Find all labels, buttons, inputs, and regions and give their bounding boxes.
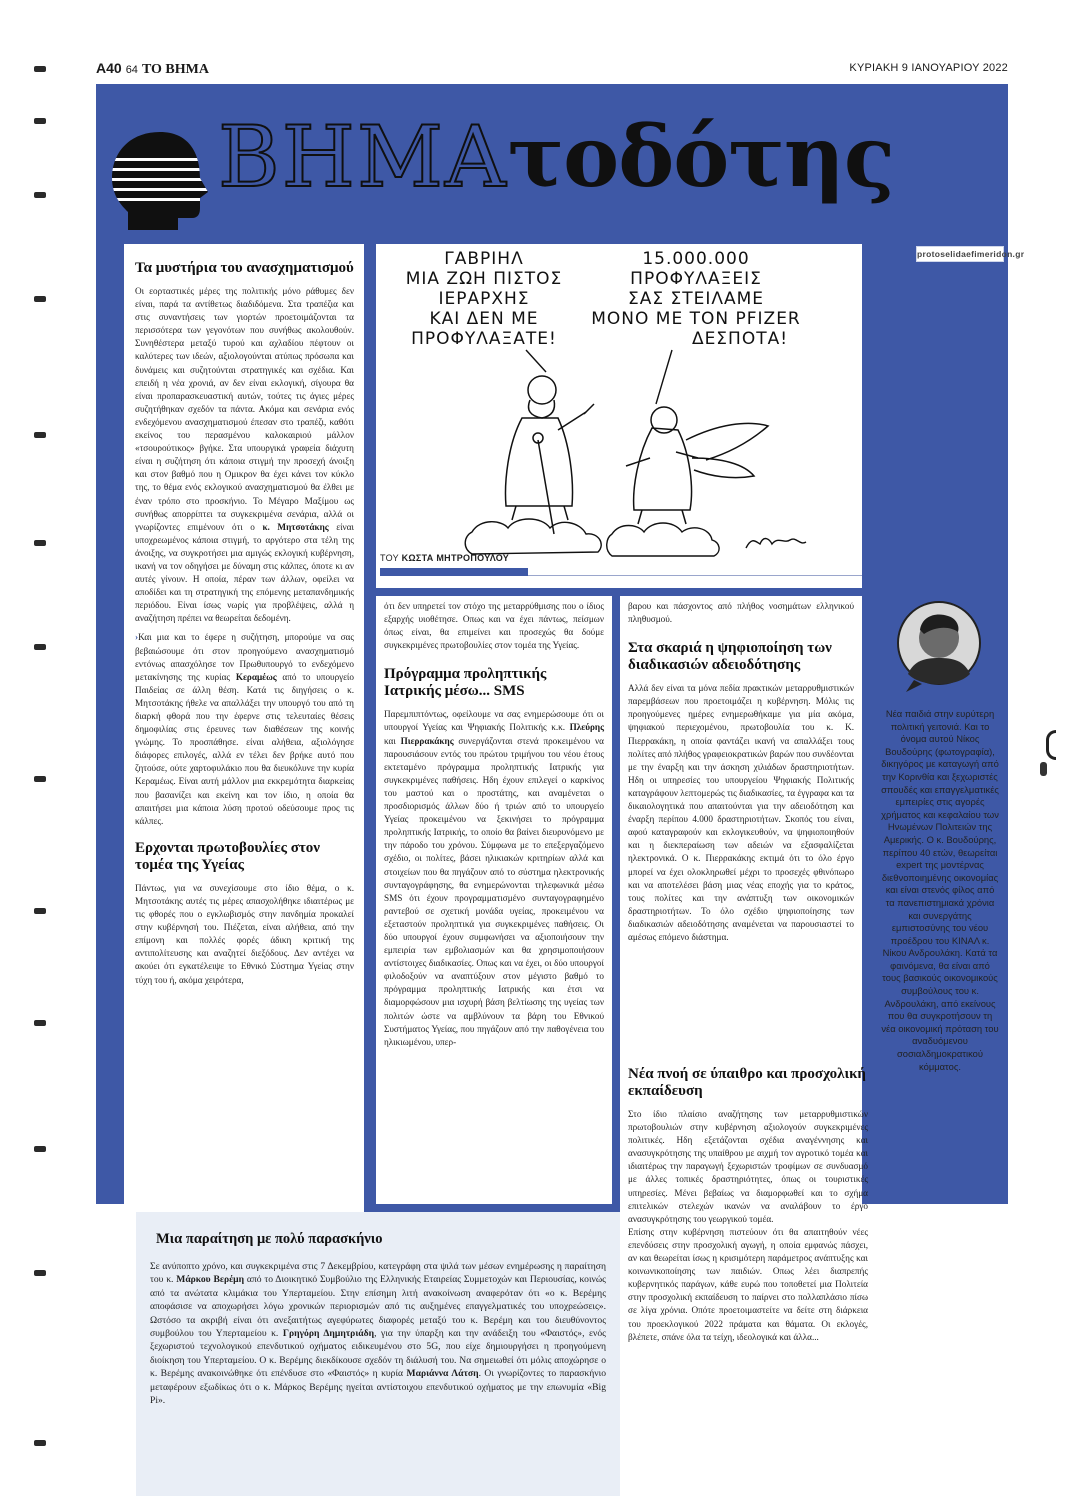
- article-text: και: [384, 735, 396, 746]
- bubble-right-line: ΣΑΣ ΣΤΕΙΛΑΜΕ: [627, 289, 765, 309]
- credit-prefix: ΤΟΥ: [380, 553, 399, 563]
- head-silhouette-icon: [104, 128, 214, 232]
- article-text: Οι εορταστικές μέρες της πολιτικής μόνο ράθυμες δεν είναι, παρά τα αντίθετως διαδιδόμενα. Στα τραπέζια και στις συναντήσεις των γιορτών προετοιμάζονται τα περισσότερα των γεγονότων που συνήθως ακολουθούν. Συνηθέστερα μεταξύ τυρού και αχλαδίου πέφτουν οι καλύτερες των ιδεών, αξιολογούνται ατύπως πρόσωπα και δυνάμεις και συζητούνται στρατηγικές και σχέδια. Και επειδή η νέα χρονιά, αν δεν είναι εκλογική, σίγουρα θα είναι προπαρασκευαστική αυτών, τούτες τις άγιες μέρες συζητήθηκαν σχεδόν τα πάντα. Ακόμα και σενάρια ενός ενδεχόμενου ανασχηματισμού έπεσαν στο τραπέζι, καθότι εκείνος του περασμένου καλοκαιριού μάλλον «τσουρούτικος» βγήκε. Στα υπουργικά γραφεία διάχυτη είναι η συζήτηση ότι κάποια στιγμή την προσεχή άνοιξη και στον βαθμό που η Ομικρον θα έχει κάνει τον κύκλο της, το θέμα ενός εκλογικού ανασχηματισμού θα έλθει με έναν τρόπο στο προσκήνιο. Το Μέγαρο Μαξίμου ως συνήθως απορρίπτει τα συγκεκριμένα σενάρια, αλλά οι γνωρίζοντες επιμένουν ότι ο: [135, 286, 354, 532]
- scan-mark: [34, 1440, 46, 1446]
- scan-mark: [34, 118, 46, 124]
- masthead: [96, 60, 1008, 78]
- box-body: [150, 1260, 606, 1407]
- article-body-digital: Αλλά δεν είναι τα μόνα πεδία πρακτικών μεταρρυθμιστικών παρεμβάσεων που προετοιμάζει η κυβέρνηση. Μόλις τις προηγούμενες ημέρες ενημερωθήκαμε για μία ακόμα, ψηφιακού περιεχομένου, πρωτοβουλία του κ. Κ. Πιερρακάκη, η οποία φαντάζει ικανή να απαλλάξει τους πολίτες από πλήθος γραφειοκρατικών βαρών που συνδέονται με την έναρξη και την άσκηση χιλιάδων δραστηριοτήτων. Ηδη οι υπηρεσίες του υπουργείου Ψηφιακής Πολιτικής καταγράφουν λεπτομερώς τις διαδικασίες, τα έγγραφα και τα δικαιολογητικά που απαιτούνται για την αδειοδότηση και έναρξη περίπου 4.000 δραστηριοτήτων. Σκοπός του είναι, αφού καταγραφούν και εκλογικευθούν, να ψηφιοποιηθούν και η διεκπεραίωση των αδειών να εξασφαλίζεται ηλεκτρονικά. Ο κ. Πιερρακάκης εκτιμά ότι το όλο έργο μπορεί να έχει ολοκληρωθεί μέχρι το προσεχές φθινόπωρο και να αποτελέσει βάση μιας νέας εποχής για το κράτος, τους πολίτες και την ανάπτυξη των οικονομικών δραστηριοτήτων. Το όλο σχέδιο ψηφιοποίησης των διαδικασιών αδειοδότησης αναμένεται να παρουσιαστεί το αμέσως επόμενο διάστημα.: [628, 683, 854, 942]
- article-body-reshuffle: [135, 285, 354, 828]
- scan-mark: [34, 540, 46, 546]
- issue-date: ΚΥΡΙΑΚΗ 9 ΙΑΝΟΥΑΡΙΟΥ 2022: [849, 62, 1008, 74]
- paragraph-arrow-icon: ›: [135, 632, 139, 643]
- bubble-right-line: ΔΕΣΠΟΤΑ!: [691, 329, 789, 349]
- paper-name: ΤΟ ΒΗΜΑ: [141, 62, 209, 77]
- next-page-edge: [1046, 730, 1056, 760]
- cartoon-credit: [380, 553, 528, 569]
- article-text: Σε ανύποπτο χρόνο, και συγκεκριμένα στις 7 Δεκεμβρίου, κατεγράφη στα ψιλά των μέσων ενημέρωσης η παραίτηση του κ.: [150, 1261, 606, 1286]
- article-title-reshuffle: Τα μυστήρια του ανασχηματισμού: [135, 260, 354, 276]
- scan-mark: [34, 1270, 46, 1276]
- page-number: 64: [125, 64, 138, 76]
- scan-mark: [34, 432, 46, 438]
- highlight-box: [136, 1212, 620, 1496]
- bubble-left-line: ΙΕΡΑΡΧΗΣ: [438, 289, 530, 309]
- scan-mark: [34, 66, 46, 72]
- credit-rule: [528, 575, 862, 576]
- bold-name: Κεραμέως: [235, 671, 277, 682]
- article-text: είναι υποχρεωμένος κάποια στιγμή, το αργότερο στα τέλη της άνοιξης, να συγκροτήσει μια αμιγώς εκλογική κυβέρνηση, ικανή να τον οδηγήσει με δύναμη στις κάλπες, όποτε κι αν αυτές γίνουν. Η οποία, πέραν των άλλων, οφείλει να αποδίδει και τη στρατηγική της επόμενης μεταπανδημικής περιόδου. Είναι ίσως νωρίς για προβλέψεις, αλλά η αναζήτηση πρέπει να θεωρείται δεδομένη.: [135, 521, 354, 624]
- article-body-prevention: [384, 708, 604, 1048]
- column-left: [124, 244, 364, 1217]
- article-title-education: Νέα πνοή σε ύπαιθρο και προσχολική εκπαίδευση: [628, 1066, 866, 1099]
- source-watermark: protoselidaefimeridon.gr: [916, 246, 1004, 262]
- portrait-photo: [896, 600, 982, 694]
- bubble-left-line: ΚΑΙ ΔΕΝ ΜΕ: [429, 309, 539, 329]
- scan-mark: [34, 644, 46, 650]
- article-text: , για την ύπαρξη και την ανάδειξη του «Φαιστός», ενός ξεχωριστού τεχνολογικού επενδυτικού οχήματος ειδικευμένου στο 5G, που είχε δημιουργήσει η προηγούμενη διοίκηση του Υπερταμείου. Ο κ. Βερέμης διεκδίκουσε σχεδόν τη διάλυσή του. Να σημειωθεί ότι μόλις αποχώρησε ο κ. Βερέμης ανακοινώθηκε ότι επένδυσε στο «Φαιστός» η κυρία: [150, 1328, 606, 1380]
- sidebar-text: Νέα παιδιά στην ευρύτερη πολιτική γειτονιά. Και το όνομα αυτού Νίκος Βουδούρης (φωτογραφία), δικηγόρος με καταγωγή από την Κορινθία και ξεχωριστές σπουδές και επαγγελματικές εμπειρίες στις αγορές χρήματος και κεφαλαίου των Ηνωμένων Πολιτειών της Αμερικής. Ο κ. Βουδούρης, περίπου 40 ετών, θεωρείται expert της μοντέρνας διεθνοποιημένης οικονομίας και είναι στενός φίλος από τα πανεπιστημιακά χρόνια και συνεργάτης εμπιστοσύνης του νέου προέδρου του ΚΙΝΑΛ κ. Νίκου Ανδρουλάκη. Κατά τα φαινόμενα, θα είναι από τους βασικούς οικονομικούς συμβούλους του κ. Ανδρουλάκη, από εκείνους που θα συγκροτήσουν τη νέα οικονομική πρόταση του αναδυόμενου σοσιαλδημοκρατικού κόμματος.: [881, 708, 999, 1072]
- scan-mark: [34, 908, 46, 914]
- credit-name: ΚΩΣΤΑ ΜΗΤΡΟΠΟΥΛΟΥ: [401, 553, 510, 563]
- article-text: . Οι γνωρίζοντες το παρασκήνιο μεταφέρουν εξωδίκως ότι ο κ. Μάρκος Βερέμης ηγείται αντίστοιχου επενδυτικού οχήματος με την επωνυμία «Big Pi».: [150, 1368, 606, 1407]
- scan-mark: [34, 1146, 46, 1152]
- cartoonist-signature: [746, 539, 806, 548]
- credit-bar: [380, 568, 528, 576]
- column-right-bottom: [628, 1066, 868, 1486]
- article-title-prevention: Πρόγραμμα προληπτικής Ιατρικής μέσω... SMS: [384, 666, 547, 700]
- article-body-health-cont: ότι δεν υπηρετεί τον στόχο της μεταρρύθμισης που ο ίδιος εξαρχής υιοθέτησε. Οπως και να έχει πάντως, πείσμων όπως είναι, θα επιμείνει και προσεχώς θα δούμε συγκεκριμένες πρωτοβουλίες στον τομέα της Υγείας.: [384, 601, 604, 651]
- bubble-right-line: ΠΡΟΦΥΛΑΞΕΙΣ: [630, 269, 762, 289]
- masthead-left: [96, 60, 209, 78]
- article-body-education: Στο ίδιο πλαίσιο αναζήτησης των μεταρρυθμιστικών πρωτοβουλιών στην κυβέρνηση αξιολογούν συγκεκριμένες πολιτικές. Ηδη εξετάζονται σχέδια αναγέννησης και ανασυγκρότησης της υπαίθρου με αιχμή τον αγροτικό τομέα και ιδιαιτέρως την παραγωγή ξεχωριστών τροφίμων σε συνδυασμό με άλλες τοπικές δραστηριότητες, όπως οι τουριστικές υπηρεσίες. Μένει βεβαίως να διαμορφωθεί και το σχήμα επιτελικών στελεχών ικανών να αναλάβουν το έργο ανασυγκρότησης του γεωργικού τομέα. Επίσης στην κυβέρνηση πιστεύουν ότι θα απαιτηθούν νέες επενδύσεις στην προσχολική αγωγή, η οποία εμφανώς πάσχει, αν και θεωρείται ίσως η κρισιμότερη παράμετρος ανάπτυξης και κοινωνικοποίησης των παιδιών. Οπως λέει διαπρεπής κυβερνητικός παράγων, κάθε ευρώ που τοποθετεί μια Πολιτεία στην προσχολική εκπαίδευση το παίρνει στο πολλαπλάσιο πίσω σε λίγα χρόνια. Οπότε προετοιμαστείτε να δείτε στη διάρκεια του προεκλογικού 2022 πράματα και θάματα. Οι εκλογές, βλέπετε, σπάνε όλα τα τείχη, ιδεολογικά και άλλα...: [628, 1109, 868, 1342]
- banner-title-solid: τοδότης: [507, 107, 894, 206]
- bishop-figure: [506, 376, 594, 534]
- article-text: από το υπουργείο Παιδείας σε άλλη θέση. Κατά τις διηγήσεις ο κ. Μητσοτάκης ήθελε να απαλλάξει την υπουργό του από τη διαρκή φθορά που την έφερνε στις τελευταίες θέσεις δημοφιλίας στις έρευνες των διαθέσεων της κοινής γνώμης. Το προσπάθησε. είναι αλήθεια, αξιολόγησε διάφορες επιλογές, αλλά εν τέλει δεν βρήκε αυτό που ζητούσε, ούτε χαρτοφυλάκιο που θα διευκόλυνε την κυρία Κεραμέως. Είναι αυτή μάλλον μια εκκρεμότητα διαρκείας που βασανίζει και εκείνη και τον ίδιο, η οποία θα απαιτήσει μια κάποια λύση προτού οδεύσουμε προς τις κάλπες.: [135, 671, 354, 826]
- bold-name: Μαριάννα Λάτση: [406, 1368, 479, 1380]
- article-text: Και μια και το έφερε η συζήτηση, μπορούμε να σας βεβαιώσουμε ότι στον προηγούμενο ανασχηματισμό εντόνως απασχόλησε τον Πρωθυπουργό το ενδεχόμενο μετακίνησης της κυρίας: [135, 632, 354, 682]
- bold-name: Πιερρακάκης: [400, 735, 454, 746]
- bold-name: κ. Μητσοτάκης: [262, 521, 329, 532]
- bubble-right-line: 15.000.000: [642, 249, 750, 269]
- cartoon: [376, 244, 862, 588]
- section-banner-title: [218, 102, 894, 212]
- article-text: Παρεμπιπτόντως, οφείλουμε να σας ενημερώσουμε ότι οι υπουργοί Υγείας και Ψηφιακής Πολιτικής κ.κ.: [384, 709, 604, 733]
- bubble-right-line: ΜΟΝΟ ΜΕ ΤΟΝ PFIZER: [591, 309, 801, 329]
- banner-title-outline: ΒΗΜΑ: [218, 108, 508, 206]
- cartoon-illustration: [376, 244, 862, 588]
- bold-name: Γρηγόρη Δημητριάδη: [282, 1328, 375, 1340]
- bubble-left-line: ΜΙΑ ΖΩΗ ΠΙΣΤΟΣ: [405, 269, 563, 289]
- scan-mark: [34, 296, 46, 302]
- bold-name: Μάρκου Βερέμη: [176, 1274, 245, 1286]
- section-number: A40: [96, 60, 122, 76]
- article-body-prevention-cont: βαρου και πάσχοντος από πλήθος νοσημάτων ελληνικού πληθυσμού.: [628, 601, 854, 625]
- article-title-digital: Στα σκαριά η ψηφιοποίηση των διαδικασιών αδειοδότησης: [628, 640, 832, 674]
- scan-mark: [34, 776, 46, 782]
- next-page-edge-dot: [1040, 762, 1047, 776]
- column-middle: [376, 596, 612, 1204]
- article-body-health: Πάντως, για να συνεχίσουμε στο ίδιο θέμα, ο κ. Μητσοτάκης αυτές τις μέρες απασχολήθηκε ιδιαιτέρως με τις φθορές που ο εγκλωβισμός στην πανδημία προκαλεί στην κυβέρνησή του. Πιέζεται, είναι αλήθεια, από την επίμονη και πολλές φορές άδικη κριτική της αντιπολίτευσης και αναζητεί διεξόδους. Δεν αντέχει να ακούει ότι εγκατέλειψε το Εθνικό Σύστημα Υγείας στην τύχη του ή, ακόμα χειρότερα,: [135, 882, 354, 985]
- bold-name: Πλεύρης: [569, 722, 604, 733]
- angel-figure: [626, 407, 768, 524]
- article-text: συνεργάζονται στενά προκειμένου να παρουσιάσουν εντός του πρώτου τριμήνου του νέου έτους εκτεταμένο πρόγραμμα προληπτικής Ιατρικής για συγκεκριμένες παθήσεις. Ηδη έχουν επιλεγεί ο καρκίνος του μαστού και ο προστάτης, και αναμένεται ο προσδιορισμός άλλων δύο ή τριών από το υπουργείο Υγείας προκειμένου να ξεκινήσει το πρόγραμμα προληπτικής Ιατρικής, το οποίο θα βαίνει διευρυνόμενο με την πάροδο του χρόνου. Σύμφωνα με το επεξεργαζόμενο σχέδιο, οι πολίτες, βάσει ηλικιακών κριτηρίων αλλά και στοιχείων που θα πηγάζουν από το σύστημα ηλεκτρονικής συνταγογράφησης, θα ενημερώνονται τηλεφωνικά μέσω SMS ότι έχουν προγραμματισμένο συνταγογραφημένο ραντεβού σε σχετική μονάδα υγείας, προκειμένου να εξεταστούν προληπτικά για συγκεκριμένες παθήσεις. Οι δύο υπουργοί έχουν συμφωνήσει να αξιοποιήσουν την εμπειρία των εμβολιασμών και θα χρησιμοποιήσουν αντίστοιχες διαδικασίες. Οπως και να έχει, οι δύο υπουργοί φιλοδοξούν να αναπτύξουν στον μέγιστο βαθμό το πρόγραμμα προληπτικής Ιατρικής και έτσι να διαμορφώσουν μια ισχυρή βάση βελτίωσης της υγείας των πολιτών ώστε να αμβλύνουν τα βάρη του Εθνικού Συστήματος Υγείας, που πηγάζουν από την παθογένεια του ηλικιωμένου, υπερ-: [384, 735, 604, 1047]
- box-title: Μια παραίτηση με πολύ παρασκήνιο: [156, 1231, 383, 1247]
- scan-mark: [34, 192, 46, 198]
- bubble-left-line: ΓΑΒΡΙΗΛ: [444, 249, 524, 269]
- bubble-left-line: ΠΡΟΦΥΛΑΞΑΤΕ!: [411, 329, 557, 349]
- article-title-health: Ερχονται πρωτοβουλίες στον τομέα της Υγείας: [135, 839, 321, 873]
- article-text: από το Διοικητικό Συμβούλιο της Ελληνικής Εταιρείας Συμμετοχών και Περιουσίας, κοινώς από τα ανώτατα κλιμάκια του Υπερταμείου. Στην επίσημη λιτή ανακοίνωση αναφερόταν ότι «ο κ. Βερέμης αποφάσισε να αποχωρήσει λόγω χρονικών περιορισμών από τις αυξημένες επαγγελματικές του υποχρεώσεις». Ωστόσο τα ακριβή είναι ότι ανεξαιτήτως αγεφύρωτες διαφορές μεταξύ του κ. Βερέμη και του διευθύνοντος συμβούλου του Υπερταμείου κ.: [150, 1274, 606, 1340]
- scan-mark: [34, 1020, 46, 1026]
